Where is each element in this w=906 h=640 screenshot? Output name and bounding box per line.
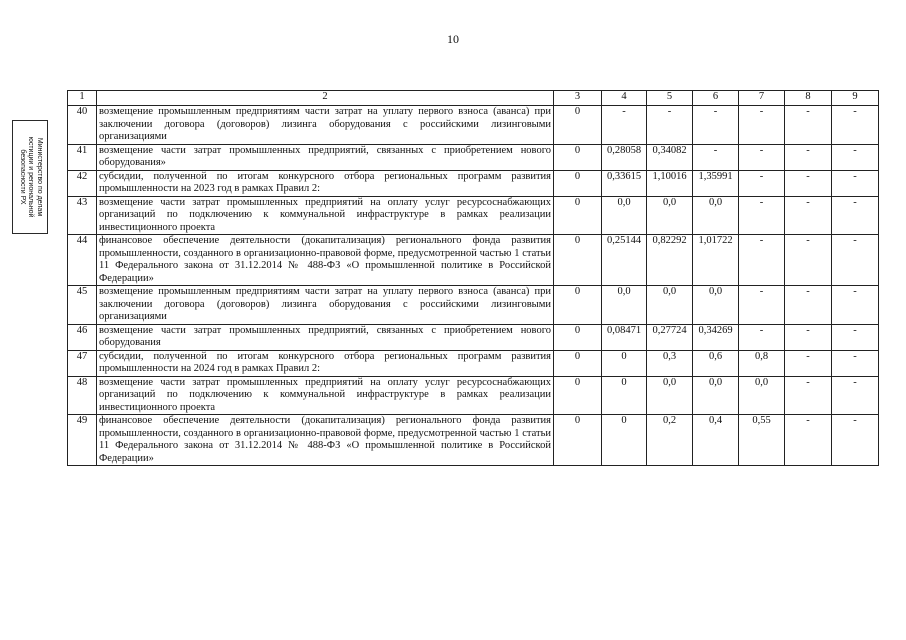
value-cell: - (785, 415, 832, 466)
value-cell: - (785, 106, 832, 145)
value-cell: 0 (554, 324, 602, 350)
column-header: 3 (554, 91, 602, 106)
table-row (68, 376, 879, 415)
column-header: 4 (602, 91, 647, 106)
value-cell: - (832, 170, 879, 196)
value-cell: - (785, 286, 832, 325)
value-cell: 0 (602, 415, 647, 466)
row-number: 44 (68, 235, 97, 286)
value-cell: - (739, 170, 785, 196)
value-cell: 0 (554, 376, 602, 415)
table-row (68, 144, 879, 170)
value-cell: 0 (554, 286, 602, 325)
value-cell: - (602, 106, 647, 145)
row-number: 48 (68, 376, 97, 415)
value-cell: - (739, 196, 785, 235)
row-description: возмещение части затрат промышленных предприятий, связанных с приобретением нового оборудования (97, 324, 554, 350)
row-number: 49 (68, 415, 97, 466)
value-cell: - (785, 350, 832, 376)
value-cell: - (832, 286, 879, 325)
value-cell: - (739, 106, 785, 145)
value-cell: - (785, 170, 832, 196)
value-cell: 0 (554, 415, 602, 466)
row-number: 41 (68, 144, 97, 170)
stamp-line: юстиции и региональной (27, 136, 35, 218)
row-description: возмещение части затрат промышленных предприятий на оплату услуг ресурсоснабжающих организаций по подключению к коммунальной инфраструктуре в рамках реализации инвестиционного проекта (97, 196, 554, 235)
stamp-line: безопасности РХ (18, 149, 26, 205)
value-cell: - (832, 196, 879, 235)
value-cell: 0,0 (647, 376, 693, 415)
stamp-line: Министерство по делам (35, 137, 43, 217)
value-cell: 0 (554, 235, 602, 286)
value-cell: 0 (602, 350, 647, 376)
value-cell: 0 (554, 170, 602, 196)
value-cell: - (832, 415, 879, 466)
value-cell: 0,0 (647, 286, 693, 325)
value-cell: - (785, 144, 832, 170)
value-cell: 0 (554, 196, 602, 235)
value-cell: - (739, 235, 785, 286)
value-cell: 0,08471 (602, 324, 647, 350)
value-cell: - (785, 235, 832, 286)
value-cell: 0,6 (693, 350, 739, 376)
value-cell: 0,28058 (602, 144, 647, 170)
value-cell: 0,33615 (602, 170, 647, 196)
value-cell: 0,0 (739, 376, 785, 415)
value-cell: - (785, 196, 832, 235)
row-number: 45 (68, 286, 97, 325)
row-description: возмещение промышленным предприятиям части затрат на уплату первого взноса (аванса) при заключении договора (договоров) лизинга оборудования с российскими лизинговыми организациями (97, 106, 554, 145)
value-cell: 0 (602, 376, 647, 415)
value-cell: - (832, 235, 879, 286)
row-number: 40 (68, 106, 97, 145)
table-row (68, 196, 879, 235)
value-cell: - (739, 324, 785, 350)
table-row (68, 350, 879, 376)
value-cell: - (832, 376, 879, 415)
column-header: 6 (693, 91, 739, 106)
table-row (68, 324, 879, 350)
value-cell: 0,8 (739, 350, 785, 376)
row-description: возмещение промышленным предприятиям части затрат на уплату первого взноса (аванса) при заключении договора (договоров) лизинга оборудования с российскими лизинговыми организациями (97, 286, 554, 325)
value-cell: 0,34269 (693, 324, 739, 350)
row-description: возмещение части затрат промышленных предприятий на оплату услуг ресурсоснабжающих организаций по подключению к коммунальной инфраструктуре в рамках реализации инвестиционного проекта (97, 376, 554, 415)
value-cell: 0,0 (602, 196, 647, 235)
value-cell: - (739, 144, 785, 170)
table-row (68, 170, 879, 196)
value-cell: - (832, 144, 879, 170)
value-cell: - (647, 106, 693, 145)
row-description: субсидии, полученной по итогам конкурсного отбора региональных программ развития промышленности на 2024 год в рамках Правил 2: (97, 350, 554, 376)
value-cell: 0,0 (602, 286, 647, 325)
row-number: 43 (68, 196, 97, 235)
indicators-table (67, 90, 879, 466)
table-row (68, 106, 879, 145)
value-cell: - (832, 350, 879, 376)
row-description: финансовое обеспечение деятельности (докапитализация) регионального фонда развития промышленности, созданного в организационно-правовой форме, предусмотренной частью 1 статьи 11 Федерального закона от 31.12.2014 № 488-ФЗ «О промышленной политике в Российской Федерации» (97, 415, 554, 466)
table-row (68, 235, 879, 286)
value-cell: 0 (554, 106, 602, 145)
row-number: 42 (68, 170, 97, 196)
column-header: 2 (97, 91, 554, 106)
value-cell: 0,34082 (647, 144, 693, 170)
row-description: субсидии, полученной по итогам конкурсного отбора региональных программ развития промышленности на 2023 год в рамках Правил 2: (97, 170, 554, 196)
value-cell: - (832, 106, 879, 145)
value-cell: 0,2 (647, 415, 693, 466)
column-header: 1 (68, 91, 97, 106)
table-row (68, 286, 879, 325)
ministry-stamp (12, 120, 48, 234)
value-cell: 1,10016 (647, 170, 693, 196)
value-cell: 1,01722 (693, 235, 739, 286)
row-description: финансовое обеспечение деятельности (докапитализация) регионального фонда развития промышленности, созданного в организационно-правовой форме, предусмотренной частью 1 статьи 11 Федерального закона от 31.12.2014 № 488-ФЗ «О промышленной политике в Российской Федерации» (97, 235, 554, 286)
value-cell: 0,0 (693, 286, 739, 325)
value-cell: 0,0 (693, 196, 739, 235)
value-cell: 0,82292 (647, 235, 693, 286)
value-cell: - (785, 324, 832, 350)
column-header: 8 (785, 91, 832, 106)
value-cell: 0 (554, 144, 602, 170)
value-cell: - (785, 376, 832, 415)
value-cell: 1,35991 (693, 170, 739, 196)
value-cell: 0,3 (647, 350, 693, 376)
column-header: 7 (739, 91, 785, 106)
value-cell: - (739, 286, 785, 325)
row-number: 47 (68, 350, 97, 376)
row-number: 46 (68, 324, 97, 350)
value-cell: 0,0 (647, 196, 693, 235)
value-cell: 0 (554, 350, 602, 376)
value-cell: 0,27724 (647, 324, 693, 350)
value-cell: 0,0 (693, 376, 739, 415)
header-row (68, 91, 879, 106)
page-number: 10 (447, 32, 459, 46)
value-cell: - (693, 106, 739, 145)
table-row (68, 415, 879, 466)
column-header: 9 (832, 91, 879, 106)
column-header: 5 (647, 91, 693, 106)
value-cell: 0,55 (739, 415, 785, 466)
row-description: возмещение части затрат промышленных предприятий, связанных с приобретением нового оборудования» (97, 144, 554, 170)
value-cell: - (693, 144, 739, 170)
value-cell: 0,25144 (602, 235, 647, 286)
value-cell: 0,4 (693, 415, 739, 466)
value-cell: - (832, 324, 879, 350)
